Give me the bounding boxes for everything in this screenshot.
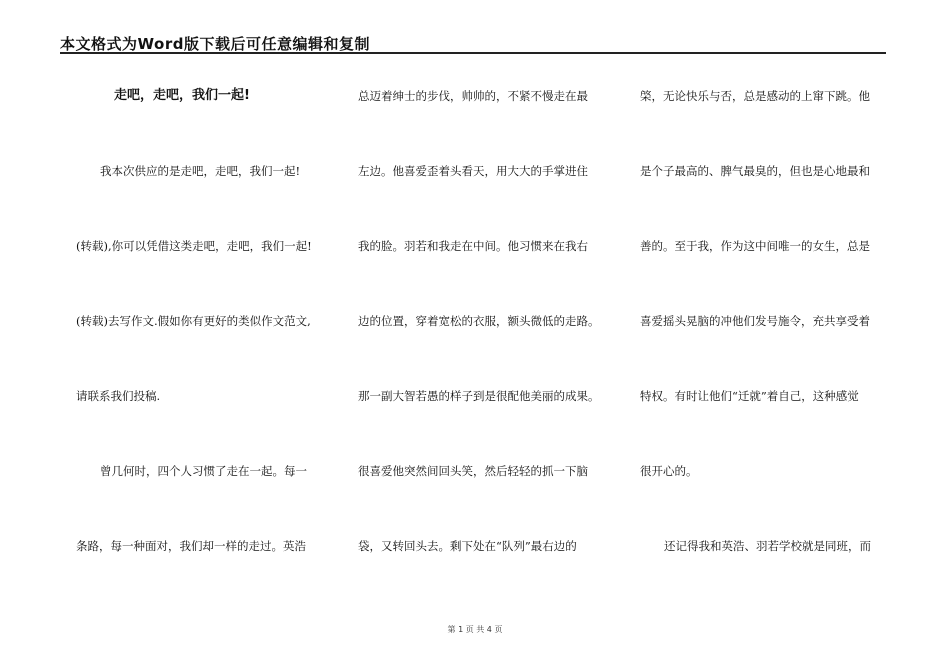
text-line: 棨，无论快乐与否，总是感动的上窜下跳。他: [640, 89, 870, 103]
article-title: 走吧，走吧，我们一起!: [114, 88, 250, 103]
text-line: 我的脸。羽若和我走在中间。他习惯来在我右: [358, 239, 588, 253]
text-line: 曾几何时，四个人习惯了走在一起。每一: [100, 464, 307, 478]
text-line: 很开心的。: [640, 464, 698, 478]
text-line: (转载)去写作文.假如你有更好的类似作文范文,: [76, 314, 311, 328]
text-line: 还记得我和英浩、羽若学校就是同班，而: [664, 539, 871, 553]
text-line: 我本次供应的是走吧，走吧，我们一起!: [100, 164, 301, 178]
text-line: 特权。有时让他们“迁就”着自己，这种感觉: [640, 389, 859, 403]
page-number-footer: 第 1 页 共 4 页: [447, 625, 503, 634]
text-column-right: [640, 88, 885, 613]
text-line: 是个子最高的、脾气最臭的，但也是心地最和: [640, 164, 870, 178]
text-line: 喜爱摇头晃脑的冲他们发号施令，充共享受着: [640, 314, 870, 328]
text-column-left: [76, 88, 326, 613]
text-line: 请联系我们投稿.: [76, 389, 161, 403]
text-line: 左边。他喜爱歪着头看天，用大大的手掌进住: [358, 164, 588, 178]
text-line: 条路，每一种面对，我们却一样的走过。英浩: [76, 539, 306, 553]
text-column-middle: [358, 88, 608, 613]
text-line: 总迈着绅士的步伐，帅帅的，不紧不慢走在最: [358, 89, 588, 103]
document-header: 本文格式为Word版下载后可任意编辑和复制: [60, 35, 370, 53]
text-line: (转载),你可以凭借这类走吧，走吧，我们一起!: [76, 239, 312, 253]
header-rule: [60, 52, 886, 54]
text-line: 很喜爱他突然间回头笑，然后轻轻的抓一下脑: [358, 464, 588, 478]
text-line: 袋，又转回头去。剩下处在“队列”最右边的: [358, 539, 577, 553]
text-line: 善的。至于我，作为这中间唯一的女生，总是: [640, 239, 870, 253]
text-line: 边的位置，穿着宽松的衣服，额头微低的走路。: [358, 314, 600, 328]
text-line: 那一副大智若愚的样子到是很配他美丽的成果。: [358, 389, 600, 403]
